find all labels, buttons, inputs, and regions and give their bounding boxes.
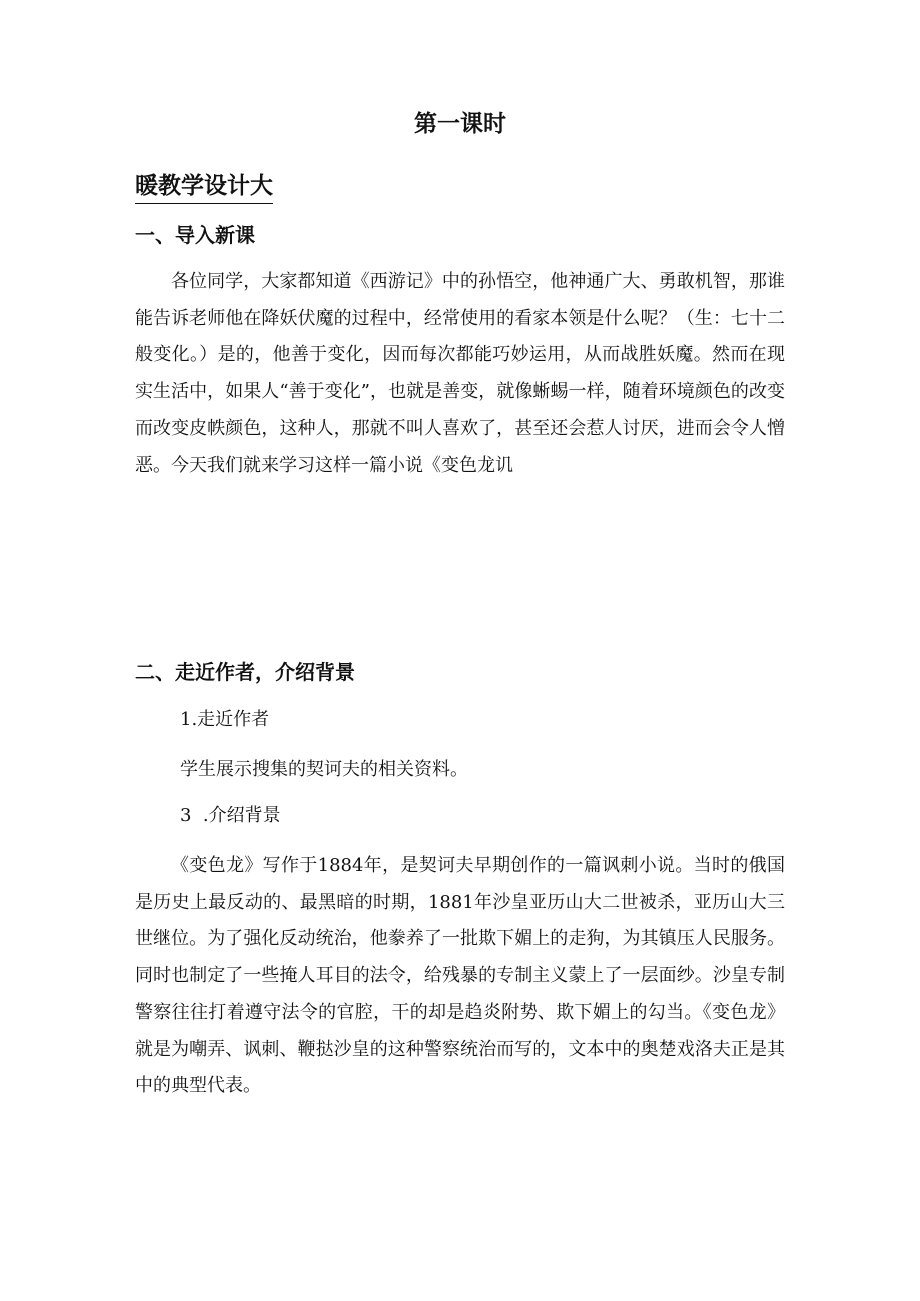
subitem-background-label: 3 .介绍背景 — [180, 805, 281, 826]
subitem-author-label: 1.走近作者 — [180, 709, 270, 730]
background-paragraph: 《变色龙》写作于1884年，是契诃夫早期创作的一篇讽刺小说。当时的俄国是历史上最反动的、最黑暗的时期，1881年沙皇亚历山大二世被杀，亚历山大三世继位。为了强化反动统治，他豢养了一批欺下媚上的走狗，为其镇压人民服务。同时也制定了一些掩人耳目的法令，给残暴的专制主义蒙上了一层面纱。沙皇专制警察往往打着遵守法令的官腔，干的却是趋炎附势、欺下媚上的勾当。《变色龙》就是为嘲弄、讽刺、鞭挞沙皇的这种警察统治而写的，文本中的奥楚戏洛夫正是其中的典型代表。 — [135, 855, 785, 1097]
intro-paragraph: 各位同学，大家都知道《西游记》中的孙悟空，他神通广大、勇敢机智，那谁能告诉老师他在降妖伏魔的过程中，经常使用的看家本领是什么呢？（生：七十二般变化。）是的，他善于变化，因而每次都能巧妙运用，从而战胜妖魔。然而在现实生活中，如果人“善于变化”，也就是善变，就像蜥蜴一样，随着环境颜色的改变而改变皮帙颜色，这种人，那就不叫人喜欢了，甚至还会惹人讨厌，进而会令人憎恶。今天我们就来学习这样一篇小说《变色龙讥 — [135, 271, 785, 476]
section-heading-author-background: 二、走近作者，介绍背景 — [135, 660, 355, 684]
document-heading: 暖教学设计大 — [135, 170, 273, 204]
page-title: 第一课时 — [414, 111, 506, 137]
subitem-author-text: 学生展示搜集的契诃夫的相关资料。 — [180, 759, 468, 780]
section-heading-intro: 一、导入新课 — [135, 223, 255, 247]
